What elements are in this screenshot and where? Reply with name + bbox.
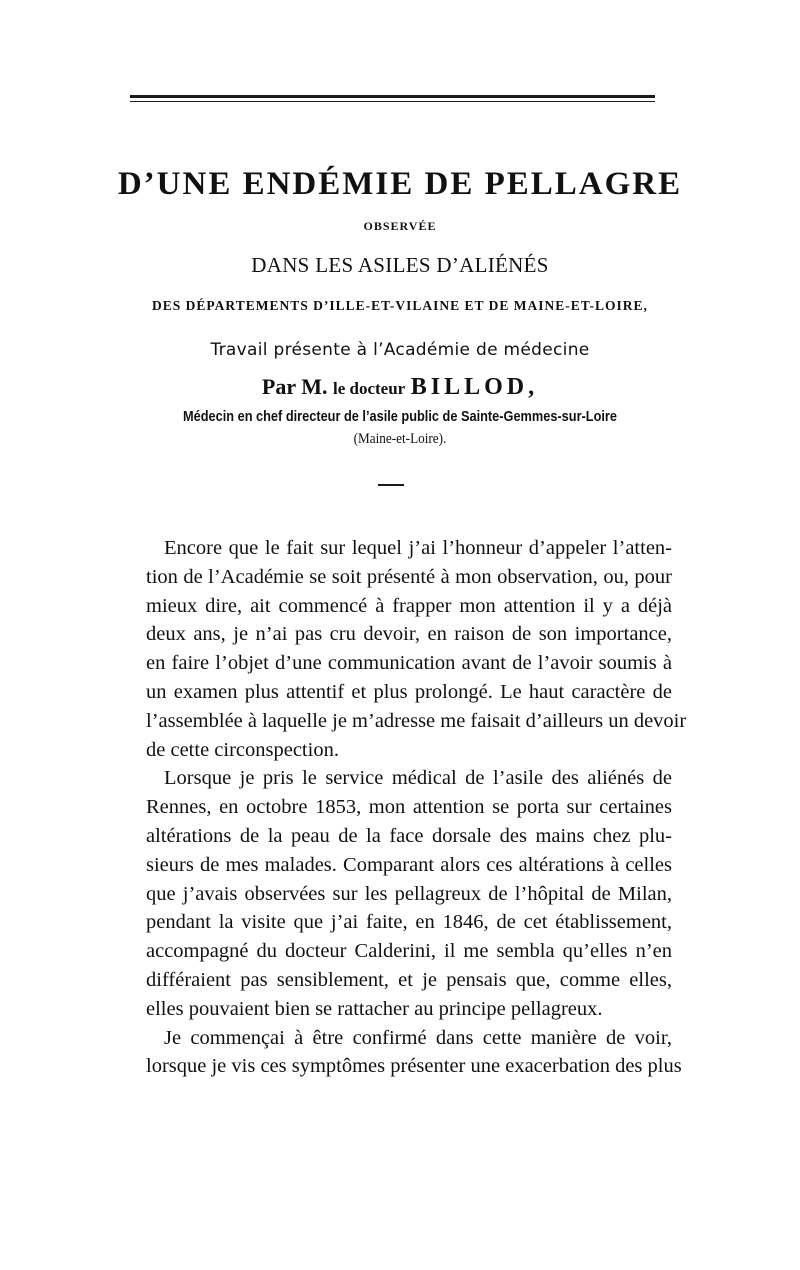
- text-line: lorsque je vis ces symptômes présenter une exacerbation des plus: [146, 1055, 682, 1078]
- header-rule-thin: [130, 101, 655, 102]
- author-affiliation: [48, 406, 752, 450]
- text-line: Lorsque je pris le service médical de l’asile des aliénés de: [164, 767, 672, 790]
- text-line: tion de l’Académie se soit présenté à mon observation, ou, pour: [146, 565, 672, 588]
- subtitle-asiles: DANS LES ASILES D’ALIÉNÉS: [251, 253, 549, 277]
- author-line: [0, 374, 800, 401]
- paragraph-3: [128, 1024, 682, 1082]
- text-line: mieux dire, ait commencé à frapper mon attention il y a déjà: [146, 594, 672, 617]
- author-title: le docteur: [332, 379, 406, 398]
- affiliation-line-1: Médecin en chef directeur de l’asile public de Sainte-Gemmes-sur-Loire: [183, 409, 617, 425]
- text-line: l’assemblée à laquelle je m’adresse me faisait d’ailleurs un devoir: [146, 709, 687, 732]
- presentation-note: Travail présente à l’Académie de médecine: [210, 340, 590, 360]
- subtitle-departements: DES DÉPARTEMENTS D’ILLE-ET-VILAINE ET DE MAINE-ET-LOIRE,: [152, 298, 648, 313]
- text-line: elles pouvaient bien se rattacher au principe pellagreux.: [146, 997, 603, 1020]
- affiliation-line-2: (Maine-et-Loire).: [353, 431, 447, 447]
- text-line: deux ans, je n’ai pas cru devoir, en raison de son importance,: [146, 623, 672, 646]
- text-line: de cette circonspection.: [146, 738, 339, 761]
- text-line: accompagné du docteur Calderini, il me sembla qu’elles n’en: [146, 940, 672, 963]
- article-body: [128, 534, 687, 1081]
- header-rule-thick: [130, 95, 655, 98]
- text-line: que j’avais observées sur les pellagreux de l’hôpital de Milan,: [146, 882, 672, 905]
- text-line: Encore que le fait sur lequel j’ai l’honneur d’appeler l’atten-: [164, 537, 672, 559]
- subtitle-observee: OBSERVÉE: [363, 219, 437, 233]
- article-title: D’UNE ENDÉMIE DE PELLAGRE: [117, 166, 683, 202]
- text-line: Rennes, en octobre 1853, mon attention se porta sur certaines: [146, 796, 672, 819]
- paragraph-2: [128, 764, 672, 1023]
- text-line: altérations de la peau de la face dorsale des mains chez plu-: [146, 824, 672, 847]
- section-divider: [378, 484, 404, 486]
- author-prefix: Par M.: [261, 374, 328, 399]
- text-line: différaient pas sensiblement, et je pensais que, comme elles,: [146, 968, 672, 991]
- text-line: un examen plus attentif et plus prolongé. Le haut caractère de: [146, 680, 672, 703]
- text-line: sieurs de mes malades. Comparant alors ces altérations à celles: [146, 853, 672, 876]
- text-line: pendant la visite que j’ai faite, en 1846, de cet établissement,: [146, 911, 672, 934]
- text-line: en faire l’objet d’une communication avant de l’avoir soumis à: [146, 652, 672, 675]
- text-line: Je commençai à être confirmé dans cette manière de voir,: [164, 1026, 672, 1049]
- author-name: BILLOD,: [410, 374, 539, 400]
- paragraph-1: [128, 534, 687, 764]
